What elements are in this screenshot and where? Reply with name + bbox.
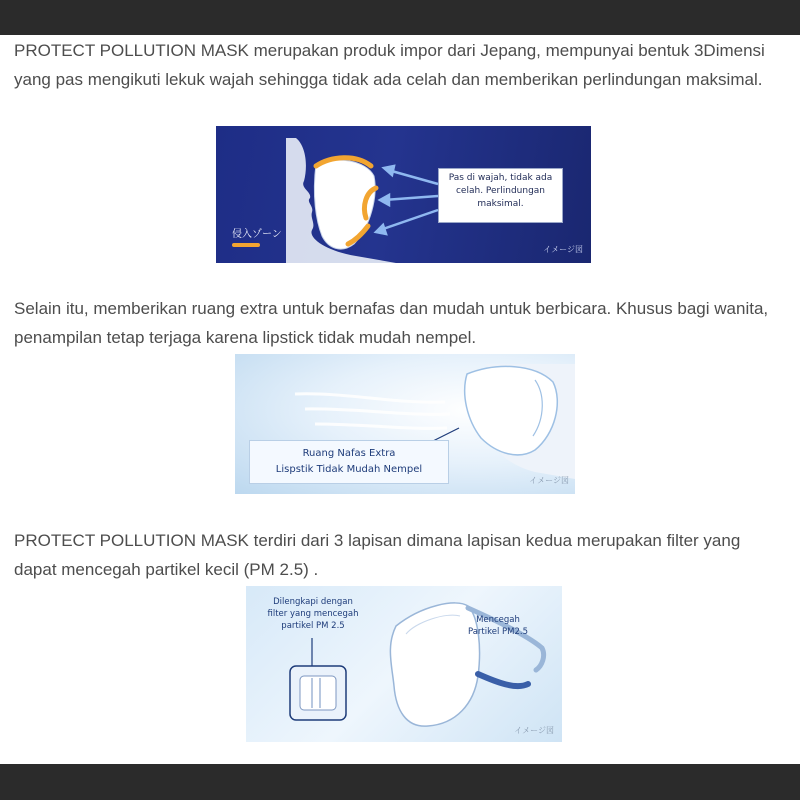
- zone-label: 侵入ゾーン: [232, 229, 282, 240]
- prevent-callout: Mencegah Partikel PM2.5: [467, 615, 529, 637]
- top-bar: [0, 0, 800, 35]
- breathing-space-image: [235, 354, 575, 494]
- filter-paragraph: PROTECT POLLUTION MASK terdiri dari 3 lapisan dimana lapisan kedua merupakan filter yang dapat mencegah partikel kecil (PM 2.5) .: [14, 531, 741, 579]
- image-note: イメージ図: [529, 476, 569, 485]
- breathing-paragraph: Selain itu, memberikan ruang extra untuk bernafas dan mudah untuk berbicara. Khusus bagi wanita, penampilan tetap terjaga karena lipstick tidak mudah nempel.: [14, 299, 769, 347]
- fit-callout: Pas di wajah, tidak ada celah. Perlindungan maksimal.: [438, 168, 563, 223]
- image-note: イメージ図: [543, 245, 583, 254]
- filter-callout: Dilengkapi dengan filter yang mencegah partikel PM 2.5: [267, 597, 359, 631]
- mask-fit-image: [216, 126, 591, 263]
- breathing-callout: Ruang Nafas Extra Lispstik Tidak Mudah Nempel: [249, 440, 449, 484]
- image-note: イメージ図: [514, 726, 554, 735]
- zone-swatch: [232, 243, 260, 247]
- intro-paragraph: PROTECT POLLUTION MASK merupakan produk impor dari Jepang, mempunyai bentuk 3Dimensi yang pas mengikuti lekuk wajah sehingga tidak ada celah dan memberikan perlindungan maksimal.: [14, 41, 765, 89]
- bottom-bar: [0, 764, 800, 800]
- filter-layer-image: [246, 586, 562, 742]
